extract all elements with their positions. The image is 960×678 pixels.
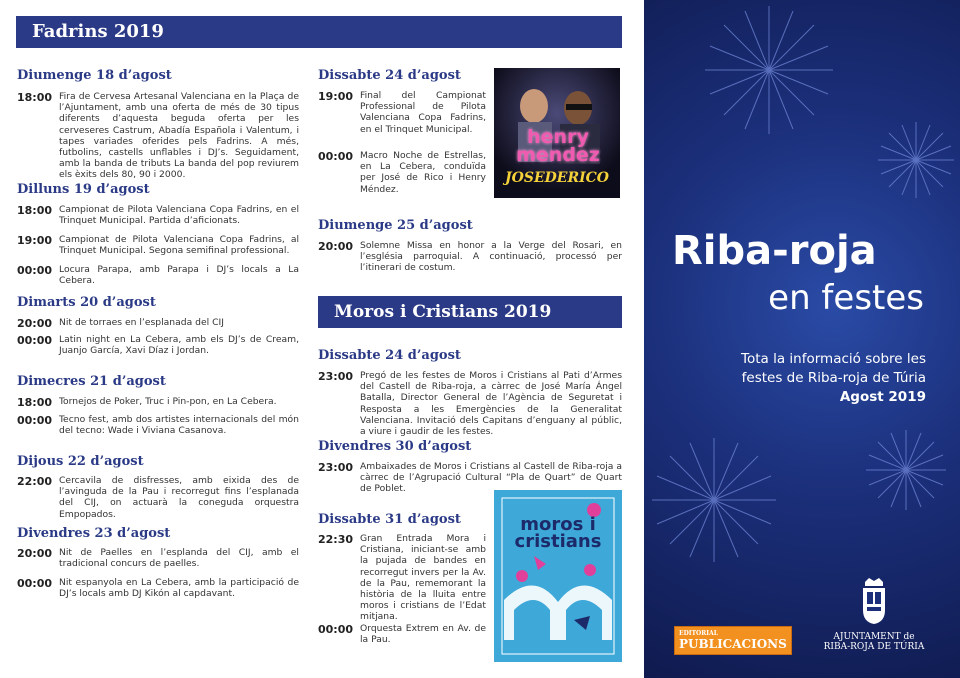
- event: [17, 317, 299, 330]
- day-title: Divendres 23 d’agost: [17, 526, 171, 541]
- event: [318, 623, 486, 645]
- event-time: 20:00: [318, 240, 354, 253]
- cover-panel: [644, 0, 960, 678]
- event-time: 19:00: [17, 234, 53, 247]
- event: [17, 547, 299, 569]
- event: [318, 370, 622, 437]
- event-desc: Fira de Cervesa Artesanal Valenciana en la Plaça de l’Ajuntament, amb una oferta de més de 30 tipus diferents d’aquesta beguda oferta per les cerveseres Castrum, Abadía Española i Valentum, i tapes variades oferides pels Fadrins. A més, futbolins, castells unflables i DJ’s. Seguidament, amb la banda de tributs La banda del pop reviurem els èxits dels 80, 90 i 2000.: [59, 91, 299, 181]
- henry-mendez-poster: [494, 68, 620, 198]
- event-time: 00:00: [17, 577, 53, 590]
- event-time: 22:00: [17, 475, 53, 488]
- cover-title: Riba-roja: [672, 228, 877, 274]
- event: [318, 90, 486, 135]
- event: [17, 334, 299, 356]
- day-title: Dimecres 21 d’agost: [17, 374, 166, 389]
- event-time: 20:00: [17, 547, 53, 560]
- event-time: 00:00: [17, 264, 53, 277]
- event-desc: Campionat de Pilota Valenciana Copa Fadrins, en el Trinquet Municipal. Partida d’aficionats.: [59, 204, 299, 227]
- event-desc: Nit de Paelles en l’esplanda del CIJ, amb el tradicional concurs de paelles.: [59, 547, 299, 570]
- event-time: 18:00: [17, 91, 53, 104]
- event-time: 00:00: [318, 150, 354, 163]
- ajuntament-logo: [814, 576, 934, 652]
- event-desc: Tornejos de Poker, Truc i Pin-pon, en La Cebera.: [59, 396, 277, 407]
- publisher-name: PUBLICACIONS: [679, 637, 787, 651]
- event-desc: Macro Noche de Estrellas, en La Cebera, conduïda per José de Rico i Henry Méndez.: [360, 150, 486, 195]
- poster-henry-line3: JOSEDERICO: [505, 170, 609, 186]
- publisher-logo: [674, 626, 792, 655]
- event: [17, 234, 299, 256]
- event: [17, 264, 299, 286]
- day-title: Diumenge 18 d’agost: [17, 68, 172, 83]
- cover-info-line2: festes de Riba-roja de Túria: [741, 370, 926, 386]
- event: [17, 204, 299, 226]
- event-time: 23:00: [318, 461, 354, 474]
- cover-info: [741, 350, 926, 407]
- event-time: 20:00: [17, 317, 53, 330]
- event-desc: Latin night en La Cebera, amb els DJ’s de Cream, Juanjo García, Xavi Díaz i Jordan.: [59, 334, 299, 357]
- event-desc: Nit de torraes en l’esplanada del CIJ: [59, 317, 224, 328]
- event-desc: Gran Entrada Mora i Cristiana, iniciant-se amb la pujada de bandes en recorregut invers per la Av. de la Pau, rememorant la història de la lluita entre moros i cristians de l’Edat mitjana.: [360, 533, 486, 623]
- cover-info-line3: Agost 2019: [839, 389, 926, 405]
- event-time: 00:00: [318, 623, 354, 636]
- event-desc: Final del Campionat Professional de Pilota Valenciana Copa Fadrins, en el Trinquet Municipal.: [360, 90, 486, 135]
- day-title: Dissabte 24 d’agost: [318, 348, 461, 363]
- coat-of-arms-icon: [859, 576, 889, 626]
- poster-henry-line2: mendez: [516, 144, 600, 166]
- event-time: 22:30: [318, 533, 354, 546]
- event-desc: Campionat de Pilota Valenciana Copa Fadrins, al Trinquet Municipal. Segona semifinal professional.: [59, 234, 299, 257]
- event: [17, 414, 299, 436]
- cover-subtitle: en festes: [768, 278, 924, 318]
- event: [17, 475, 299, 520]
- event: [318, 240, 622, 274]
- ajuntament-line1: AJUNTAMENT de: [833, 632, 915, 642]
- day-title: Dijous 22 d’agost: [17, 454, 144, 469]
- event-time: 18:00: [17, 204, 53, 217]
- day-title: Diumenge 25 d’agost: [318, 218, 473, 233]
- poster-moros-title2: cristians: [514, 531, 602, 552]
- event-desc: Locura Parapa, amb Parapa i DJ’s locals a La Cebera.: [59, 264, 299, 287]
- event-time: 00:00: [17, 334, 53, 347]
- event-time: 00:00: [17, 414, 53, 427]
- event: [318, 533, 486, 623]
- event-desc: Tecno fest, amb dos artistes internacionals del món del tecno: Wade i Viviana Casanova.: [59, 414, 299, 437]
- poster-henry-line1: henry: [527, 126, 589, 148]
- poster-moros-title1: moros i: [520, 514, 596, 535]
- event-desc: Cercavila de disfresses, amb eixida des de l’avinguda de la Pau i recorregut fins l’esplanada del CIJ, on actuarà la coneguda orquestra Empopados.: [59, 475, 299, 520]
- event-desc: Nit espanyola en La Cebera, amb la participació de DJ’s locals amb DJ Kikón al capdavant.: [59, 577, 299, 600]
- event-desc: Ambaixades de Moros i Cristians al Castell de Riba-roja a càrrec de l’Agrupació Cultural “Pla de Quart” de Quart de Poblet.: [360, 461, 622, 495]
- event-desc: Solemne Missa en honor a la Verge del Rosari, en l’església parroquial. A continuació, processó per l’itinerari de costum.: [360, 240, 622, 274]
- event-time: 18:00: [17, 396, 53, 409]
- event-time: 23:00: [318, 370, 354, 383]
- fadrins-banner: Fadrins 2019: [16, 16, 622, 48]
- moros-cristians-poster: [494, 490, 622, 662]
- day-title: Divendres 30 d’agost: [318, 439, 472, 454]
- publisher-small-label: EDITORIAL: [679, 630, 718, 637]
- day-title: Dissabte 31 d’agost: [318, 512, 461, 527]
- cover-info-line1: Tota la informació sobre les: [741, 351, 926, 367]
- event: [17, 577, 299, 599]
- event: [17, 396, 299, 409]
- day-title: Dissabte 24 d’agost: [318, 68, 461, 83]
- day-title: Dilluns 19 d’agost: [17, 182, 150, 197]
- event-desc: Orquesta Extrem en Av. de la Pau.: [360, 623, 486, 646]
- moros-banner: Moros i Cristians 2019: [318, 296, 622, 328]
- event-time: 19:00: [318, 90, 354, 103]
- ajuntament-line2: RIBA-ROJA DE TÚRIA: [823, 642, 925, 652]
- event: [17, 91, 299, 181]
- day-title: Dimarts 20 d’agost: [17, 295, 156, 310]
- event: [318, 150, 486, 195]
- event-desc: Pregó de les festes de Moros i Cristians al Pati d’Armes del Castell de Riba-roja, a càrrec de José María Ángel Batalla, Director General de l’Agència de Seguretat i Resposta a les Emergències de la Generalitat Valenciana. Invitació dels Capitans d’enguany al públic, a viure i gaudir de les festes.: [360, 370, 622, 438]
